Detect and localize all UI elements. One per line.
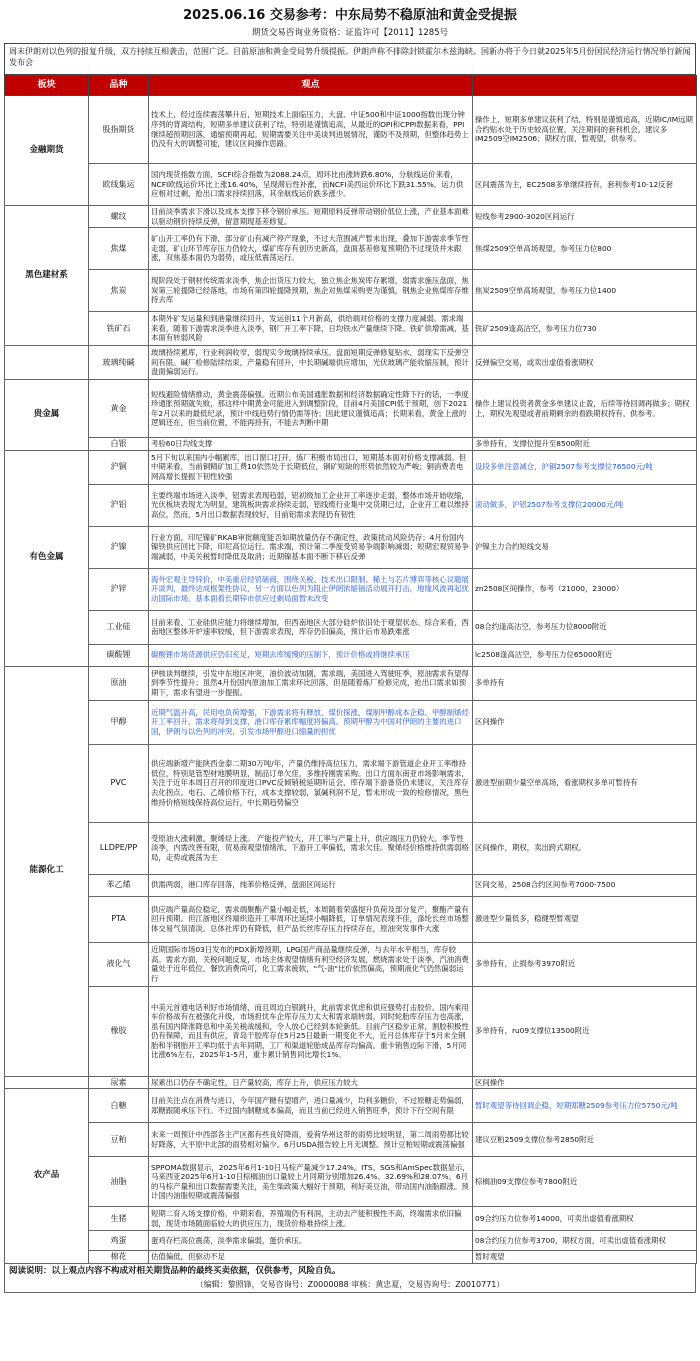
table-header-row (5, 76, 697, 96)
sector-cell: 贵金属 (5, 380, 89, 451)
table-row (5, 346, 697, 380)
view-cell: 5月下旬以来国内小幅累库，出口窗口打开，炼厂积极市局出口，短期基本面对价格支撑减弱。但中期来看，当前铜精矿加工费10依然处于长期低位，铜矿短缺的形势依然较为严峻；铜消费表电网高增长提振下韧性较强 (149, 450, 473, 484)
market-intro: 周末伊朗对以色列的报复升级，双方持续互相袭击，范围广泛。目前原油和黄金受局势升级提振。伊朗声称不排除封锁霍尔木兹海峡。国新办将于今日就2025年5月份国民经济运行情况举行新闻发布会 (4, 43, 696, 75)
table-row (5, 1089, 697, 1123)
view-cell: 国内现货指数方面，SCFI综合指数为2088.24点，周环比由涨转跌6.80%，分航线运价来看，NCFI欧线运价环比上涨16.40%，呈现滞后性补涨，而NCFI美西运价环比下跌31.55%。运力供应相对过剩，抢出口需求持续回落，其余航线运价跌多涨少。 (149, 164, 473, 206)
strategy-cell: 区间震荡为主，EC2508多单继续持有，套利参考10-12反套 (473, 164, 697, 206)
table-row (5, 206, 697, 228)
variety-cell: 工业硅 (89, 610, 149, 644)
header-sector: 板块 (5, 76, 89, 96)
strategy-cell: 建议豆粕2509支撑位参考2850附近 (473, 1123, 697, 1157)
view-cell: 估值偏低，但驱动不足 (149, 1251, 473, 1264)
table-row (5, 744, 697, 822)
variety-cell: 沪锌 (89, 568, 149, 610)
header-view: 观点 (149, 76, 473, 96)
sector-cell: 黑色建材系 (5, 206, 89, 346)
footer (4, 1264, 696, 1293)
strategy-cell: 操作上建议投资者黄金多单建议止盈，后续等待回调再做多；期权上，期权先观望或者前期剩余的看跌期权持有，供参考。 (473, 380, 697, 438)
variety-cell: 欧线集运 (89, 164, 149, 206)
strategy-cell: 短线参考2900-3020区间运行 (473, 206, 697, 228)
reference-table (4, 75, 697, 1264)
strategy-cell: 操作上，短期多单建议获利了结，特别是谨慎追高，近期IC/IM远期合约贴水处于历史较高位置，关注期间的套利机会。建议多IM2509空IM2506；期权方面，暂观望，供参考。 (473, 96, 697, 164)
view-cell: SPPOMA数据显示，2025年6月1-10日马棕产量减少17.24%。ITS、SGS和AmSpec数据显示，马来西亚2025年6月1-10日棕榈油出口量较上月同期分别增加26.4%、32.69%和28.07%。6月的马棕产量和出口数据需要关注，美生柴政策大幅好于预期，利好美豆油，带动国内油脂跟涨。预计国内油脂短期或震荡偏强 (149, 1157, 473, 1207)
editor-credits: （编辑：黎照锋，交易咨询号：Z0000088 审核：黄忠夏，交易咨询号：Z0010771） (195, 1279, 505, 1289)
view-cell: 碳酸锂市场货源供应仍旧充足，短期去库缓慢的压制下，预计价格或将继续承压 (149, 644, 473, 666)
variety-cell: 原油 (89, 666, 149, 700)
variety-cell: 玻璃纯碱 (89, 346, 149, 380)
sector-cell: 农产品 (5, 1089, 89, 1264)
strategy-cell: 暂时观望等待回调企稳，短期郑糖2509参考压力位5750元/吨 (473, 1089, 697, 1123)
view-cell: 供应端产量高位稳定，需求端聚酯产量小幅走低，本周随着荣盛提升负荷及部分复产，聚酯产量有回升预期。但江浙地区终端织造开工率周环比延续小幅降低，订单情况表现不佳，涤纶长丝市场整体交易气氛清淡。总体社库仍有降低，但产品长丝库存压力持续存在，原油突发事件大涨 (149, 896, 473, 942)
table-row (5, 942, 697, 986)
sector-cell: 能源化工 (5, 666, 89, 1076)
strategy-cell: 09合约压力位参考14000，可卖出虚值看涨期权 (473, 1207, 697, 1231)
view-cell: 主要终端市场进入淡季，铝需求表现趋弱，铝初级加工企业开工率逐步走弱，整体市场开始收缩，光伏板块表现尤为明显，建筑板块需求持续走弱，铝线缆行业集中交货期已过，企业开工难以维持高位，然而，5月出口数据表现较好，目前铝需求表现仍有韧性 (149, 484, 473, 526)
table-row (5, 896, 697, 942)
variety-cell: 生猪 (89, 1207, 149, 1231)
strategy-cell: lc2508逢高沽空，参考压力位65000附近 (473, 644, 697, 666)
table-row (5, 1123, 697, 1157)
strategy-cell: 多单持有，止损参考3970附近 (473, 942, 697, 986)
view-cell: 近期气温升高，民用电负荷增强，下游需求将有释放，煤价探涨，煤制甲醇成本企稳。甲醇制烯烃开工率回升，需求将得到支撑，港口库存累库幅度将偏高。预期甲醇为中国对伊朗的主要的进口国，伊朗与以色列的冲突，引发市场甲醇进口缩量的担忧 (149, 700, 473, 744)
view-cell: 目前关注点在消费与进口，今年国产糖有望增产，进口量减少，均利多糖价，不过原糖走势偏弱，郑糖跟随承压下行。不过国内制糖成本偏高，而且当前已经进入销售旺季，预计下行空间有限 (149, 1089, 473, 1123)
variety-cell: 焦煤 (89, 228, 149, 270)
strategy-cell: 区间操作 (473, 1076, 697, 1089)
table-row (5, 644, 697, 666)
view-cell: 短期二育入场支撑价格，中期来看，养殖端仍有利润，主动去产能积极性不高，终端需求依旧偏弱，现货市场随面临较大的供应压力，现货价格难持续上涨。 (149, 1207, 473, 1231)
strategy-cell: 反弹偏空交易，或卖出虚值看涨期权 (473, 346, 697, 380)
strategy-cell: 多单持有 (473, 666, 697, 700)
header-strategy (473, 76, 697, 96)
strategy-cell: 暂时观望 (473, 1251, 697, 1264)
variety-cell: 黄金 (89, 380, 149, 438)
variety-cell: 螺纹 (89, 206, 149, 228)
view-cell: 矿山开工率仍有下滑，部分矿山有减产停产现象，不过大范围减产暂未出现，叠加下游需求季节性走弱，矿山环节库存压力仍较大，煤矿库存有创历史新高，盘面基差修复预期仍不过现货并未跟涨，双焦基本面仍为弱势，或压低震荡运行。 (149, 228, 473, 270)
strategy-cell: zn2508区间操作，参考（21000，23000） (473, 568, 697, 610)
table-row (5, 666, 697, 700)
license-subtitle: 期货交易咨询业务资格：证监许可【2011】1285号 (251, 28, 449, 38)
table-row (5, 1076, 697, 1089)
variety-cell: 铁矿石 (89, 312, 149, 346)
sector-cell: 金融期货 (5, 96, 89, 206)
strategy-cell: 区间操作，期权，卖出跨式期权。 (473, 822, 697, 874)
variety-cell: 焦炭 (89, 270, 149, 312)
view-cell: 供需两弱，港口库存回落，纯苯价格反弹，盘面区间运行 (149, 874, 473, 896)
view-cell: 目前来看，工业硅供应能力将继续增加，但西南地区大部分硅炉依旧处于观望状态。综合来看，西南地区整体开炉速率较缓，但下游需求表现，库存仍旧偏高，预计后市易跌难涨 (149, 610, 473, 644)
sector-cell (5, 346, 89, 380)
view-cell: 受原油大涨刺激，聚烯烃上涨。 产能投产较大，开工率与产量上升，供应端压力仍较大。季节性淡季，内需改善有限，贸易商观望情绪浓，下游开工率偏低，需求欠佳。聚烯烃价格维持供需弱格局，走势或震荡为主 (149, 822, 473, 874)
strategy-cell: 设段多单注意减仓，沪铜2507参考支撑位76500元/吨 (473, 450, 697, 484)
variety-cell: 沪镍 (89, 526, 149, 568)
strategy-cell: 多单持有，支撑位提升至8500附近 (473, 438, 697, 451)
view-cell: 蛋鸡存栏高位震荡，淡季需求偏弱，蛋价承压。 (149, 1231, 473, 1251)
variety-cell: 鸡蛋 (89, 1231, 149, 1251)
variety-cell: 甲醇 (89, 700, 149, 744)
strategy-cell: 铁矿2509逢高沽空，参考压力位730 (473, 312, 697, 346)
strategy-cell: 区间交易，2508合约区间参考7000-7500 (473, 874, 697, 896)
variety-cell: 白糖 (89, 1089, 149, 1123)
view-cell: 未来一周预计中西部各主产区都有些良好降雨，爱荷华州这带的雨势比较明显，第二周雨势都比较好降落，大平原中北部的雨势相对偏少。6月USDA报告较上月无调整。预计豆粕短期或震荡偏强 (149, 1123, 473, 1157)
view-cell: 行业方面，印尼镍矿RKAB审批额度能否如期放量仍存不确定性，政策扰动风险仍存；4月份国内镍铁供应回比下降，印尼高位运行。需求端，预计第二季度受贸易争端影响减弱；短期宏观贸易争端减弱，中美关税暂时降低及取消；近期镍基本面不断下移后反弹 (149, 526, 473, 568)
view-cell: 目前淡季需求下滑以及成本支撑下移令钢价承压。短期原料反弹带动钢价低位上涨，产业基本面难以驱动钢价持续反弹，留意期现基差修复。 (149, 206, 473, 228)
variety-cell: 股指期货 (89, 96, 149, 164)
variety-cell: 棉花 (89, 1251, 149, 1264)
view-cell: 技术上，经过连续震荡攀升后，短期技术上面临压力，大盘、中证500和中证1000指数出现分钟序列的背离结构，短期多单建议获利了结，特别是谨慎追高，从最近的OPI和CPPI数据来看，PPI继续超预期回落，通缩预期再起。短期需要关注中美谈判进展情况，谨防不及预期，但整体趋势上仍没有大的调整可能，建议区间操作思路。 (149, 96, 473, 164)
strategy-cell: 焦炭2509空单高场观望，参考压力位1400 (473, 270, 697, 312)
table-row (5, 484, 697, 526)
disclaimer: 阅读说明：以上观点内容不构成对相关期货品种的最终买卖依据，仅供参考，风险自负。 (9, 1265, 341, 1276)
view-cell: 考验60日均线支撑 (149, 438, 473, 451)
strategy-cell: 08合约压力位参考3700，期权方面，可卖出虚值看涨期权 (473, 1231, 697, 1251)
sector-cell: 有色金属 (5, 450, 89, 666)
table-row (5, 228, 697, 270)
strategy-cell: 沪镍主力合约短线交易 (473, 526, 697, 568)
header-variety: 品种 (89, 76, 149, 96)
table-row (5, 610, 697, 644)
strategy-cell: 滚动做多，沪铝2507参考支撑位20000元/吨 (473, 484, 697, 526)
view-cell: 海外宏观主导锌价，中美重启经贸磋商，围绕关税、技术出口限制、稀土与芯片博弈等核心议题展开谈判，最终达成框架性协议，另一方面以色列为阻止伊朗浓缩铀活动展开打击，地缘风波再起扰动国际市场。基本面看长期锌市供应过剩局面暂未改变 (149, 568, 473, 610)
page-title: 2025.06.16 交易参考：中东局势不稳原油和黄金受提振 (183, 8, 517, 23)
strategy-cell: 多单持有，ru09支撑位13500附近 (473, 986, 697, 1076)
variety-cell: 液化气 (89, 942, 149, 986)
variety-cell: 橡胶 (89, 986, 149, 1076)
table-row (5, 526, 697, 568)
strategy-cell: 激进型前期少量空单高场，看涨期权多单可暂持有 (473, 744, 697, 822)
table-row (5, 568, 697, 610)
strategy-cell: 激进型少量低多，稳健型暂观望 (473, 896, 697, 942)
view-cell: 伊核谈判继续，引发中东地区冲突，油价波动加剧，需求端，美国进入驾驶旺季，原油需求有望得到季节性提升；虽然4月份国内原油加工需求环比回落，但是随着炼厂检修完成，抢出口需求如预期下，需求有望进一步提振。 (149, 666, 473, 700)
table-row (5, 450, 697, 484)
strategy-cell: 区间操作 (473, 700, 697, 744)
strategy-cell: 棕榈油09支撑位参考7800附近 (473, 1157, 697, 1207)
variety-cell: PVC (89, 744, 149, 822)
variety-cell: 油脂 (89, 1157, 149, 1207)
table-row (5, 986, 697, 1076)
view-cell: 尿素出口仍存不确定性，日产量较高，库存上升，供应压力较大 (149, 1076, 473, 1089)
table-row (5, 164, 697, 206)
view-cell: 现阶段处于钢材传统需求淡季，焦企出货压力较大，独立焦企焦炭库存累增，弱需求施压盘面，焦炭第三轮提降已经落地，市场有第四轮提降预期，焦企对焦煤采购更为谨慎，钢焦企业焦煤库存维持去库 (149, 270, 473, 312)
table-row (5, 1251, 697, 1264)
view-cell: 供应端新增产能陕西金泰二期30万吨/年，产量仍维持高位压力，需求端下游管道企业开工率维持低位，特别是管型材地膜明显，制品订单欠佳，多维持刚需采购。出口方面东南亚市场影响需求，关注于近年本周日召开的印度进口PVC反倾销税延期听证会，库存端下游备货仍未建议，关注库存去化拐点。电石、乙烯价格下行，成本支撑较弱，氯碱利润不足，暂未形成一致的检修情况，黑色维持价格短线保持高位运行，中长期趋势偏空 (149, 744, 473, 822)
table-row (5, 270, 697, 312)
variety-cell: 沪铝 (89, 484, 149, 526)
table-row (5, 96, 697, 164)
variety-cell: 豆粕 (89, 1123, 149, 1157)
table-row (5, 822, 697, 874)
table-row (5, 1207, 697, 1231)
table-row (5, 438, 697, 451)
variety-cell: 白银 (89, 438, 149, 451)
variety-cell: 尿素 (89, 1076, 149, 1089)
variety-cell: 沪铜 (89, 450, 149, 484)
variety-cell: 碳酸锂 (89, 644, 149, 666)
table-row (5, 874, 697, 896)
view-cell: 短线避险情绪推动，黄金震荡偏强。近期公布美国通胀数据和经济数据确定性降下行的话，一季度珍通胀预期就失败，那这样中期黄金可能进入到调整阶段，目前4月美国CPI低于预期，创下2021年2月以来的最低纪录，预计中线趋势行情仍需等待；因此建议谨慎追高；长期来看，黄金上涨的逻辑还在，但当前位置，不能再持有，不能去判断中期 (149, 380, 473, 438)
strategy-cell: 焦煤2509空单高场观望，参考压力位800 (473, 228, 697, 270)
table-row (5, 380, 697, 438)
view-cell: 近期国际市场03日发布的PDX新增预期，LPG国产商品量继续反弹，与去年水平相当，库存较高。需求方面，关税问题反复，市场主体观望情绪有利空经济发展，燃烧需求处于淡季，汽油消费量处于近年低位，餐饮消费尚可，化工需求疲软，"气-油"比价依然偏高，预期液化气仍然偏弱运行 (149, 942, 473, 986)
table-row (5, 1231, 697, 1251)
sector-cell (5, 1076, 89, 1089)
table-row (5, 1157, 697, 1207)
table-row (5, 312, 697, 346)
strategy-cell: 08合约逢高沽空，参考压力位8000附近 (473, 610, 697, 644)
view-cell: 本期外矿发运量和到港量继续回升，发运创11个月新高，供给端对价格的支撑力度减弱。需求端来看，随着下游需求淡季进入淡季，钢厂开工率下降，日均铁水产量继续下降。铁矿供增需减，基本面有转弱风险 (149, 312, 473, 346)
view-cell: 中美元首通电话利好市场情绪，而且周边白银跳升，此前需求优虑和供应强势打击胶价。国内乘用车价格战有在被强化升级，市场担忧车企库存压力太大和需求端转弱，同时轮胎库存压力也高涨，虽有国内降准降息和中美关税战缓和，令人放心已经到本轮新低。目前产区稳步正常，割胶积极性仍有保障，而且有供应，青岛干胶库存在5月25日最新一期变化不大，近月总体库存于5月末全钢胎和半钢胎开工率均低于去年同期，工厂和渠道轮胎成品库存均偏高。重卡销售边际下滑，5月同比涨6%左右，2025年1-5月，重卡累计销售同比增长1%。 (149, 986, 473, 1076)
view-cell: 玻璃持续累库，行业利润收窄，弱现实令玻璃持续承压。盘面短期反弹修复贴水，弱现实下反弹空间有限。碱厂检修陆续结束，产量稳有回升，中长期碱端供应增加，光伏玻璃产能收缩压制，预计盘面偏弱运行。 (149, 346, 473, 380)
variety-cell: LLDPE/PP (89, 822, 149, 874)
variety-cell: 苯乙烯 (89, 874, 149, 896)
table-body (5, 96, 697, 1264)
table-row (5, 700, 697, 744)
variety-cell: PTA (89, 896, 149, 942)
